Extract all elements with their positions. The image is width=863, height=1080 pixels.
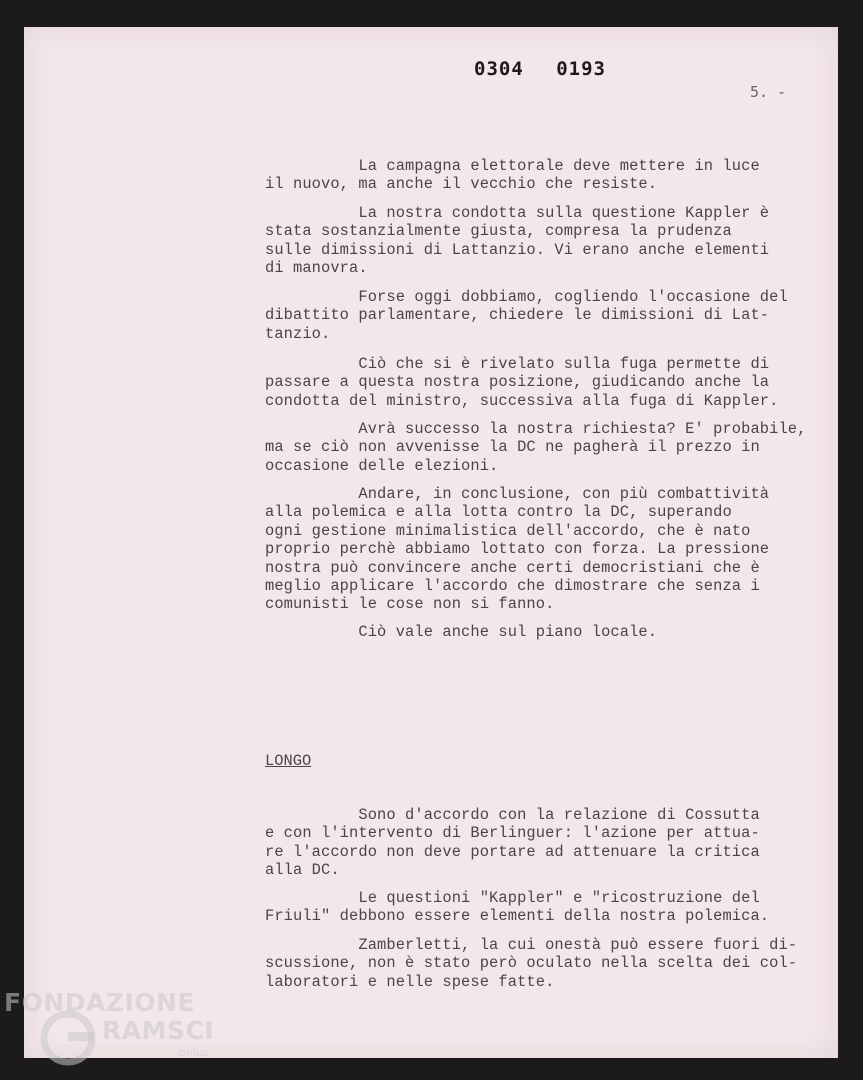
gramsci-g-icon	[38, 1008, 98, 1068]
speaker-paragraph-1: Sono d'accordo con la relazione di Cossutta e con l'intervento di Berlinguer: l'azione per attua- re l'accordo non deve portare ad attenuare la critica alla DC.	[265, 806, 760, 880]
archive-code: 0304 0193	[474, 58, 606, 80]
paragraph-6: Andare, in conclusione, con più combattività alla polemica e alla lotta contro la DC, superando ogni gestione minimalistica dell'accordo, che è nato proprio perchè abbiamo lottato con forza. La pressione nostra può convincere anche certi democristiani che è meglio applicare l'accordo che dimostrare che senza i comunisti le cose non si fanno.	[265, 485, 770, 614]
paragraph-7: Ciò vale anche sul piano locale.	[265, 623, 658, 641]
speaker-heading: LONGO	[265, 752, 312, 770]
paragraph-3: Forse oggi dobbiamo, cogliendo l'occasione del dibattito parlamentare, chiedere le dimissioni di Lat- tanzio.	[265, 288, 788, 343]
paragraph-5: Avrà successo la nostra richiesta? E' probabile, ma se ciò non avvenisse la DC ne pagherà il prezzo in occasione delle elezioni.	[265, 420, 807, 475]
paragraph-1: La campagna elettorale deve mettere in luce il nuovo, ma anche il vecchio che resiste.	[265, 157, 760, 194]
watermark-suffix: onlus	[179, 1046, 209, 1059]
paragraph-2: La nostra condotta sulla questione Kappler è stata sostanzialmente giusta, compresa la prudenza sulle dimissioni di Lattanzio. Vi erano anche elementi di manovra.	[265, 204, 770, 278]
speaker-paragraph-2: Le questioni "Kappler" e "ricostruzione del Friuli" debbono essere elementi della nostra polemica.	[265, 889, 770, 926]
watermark-line1: FONDAZIONE	[4, 988, 196, 1017]
fondazione-gramsci-watermark	[4, 988, 219, 1076]
speaker-paragraph-3: Zamberletti, la cui onestà può essere fuori di- scussione, non è stato però oculato nella scelta dei col- laboratori e nelle spese fatte.	[265, 936, 798, 991]
page-number: 5. -	[750, 83, 787, 101]
watermark-line2: RAMSCI	[102, 1016, 215, 1045]
paragraph-4: Ciò che si è rivelato sulla fuga permette di passare a questa nostra posizione, giudicando anche la condotta del ministro, successiva alla fuga di Kappler.	[265, 355, 779, 410]
